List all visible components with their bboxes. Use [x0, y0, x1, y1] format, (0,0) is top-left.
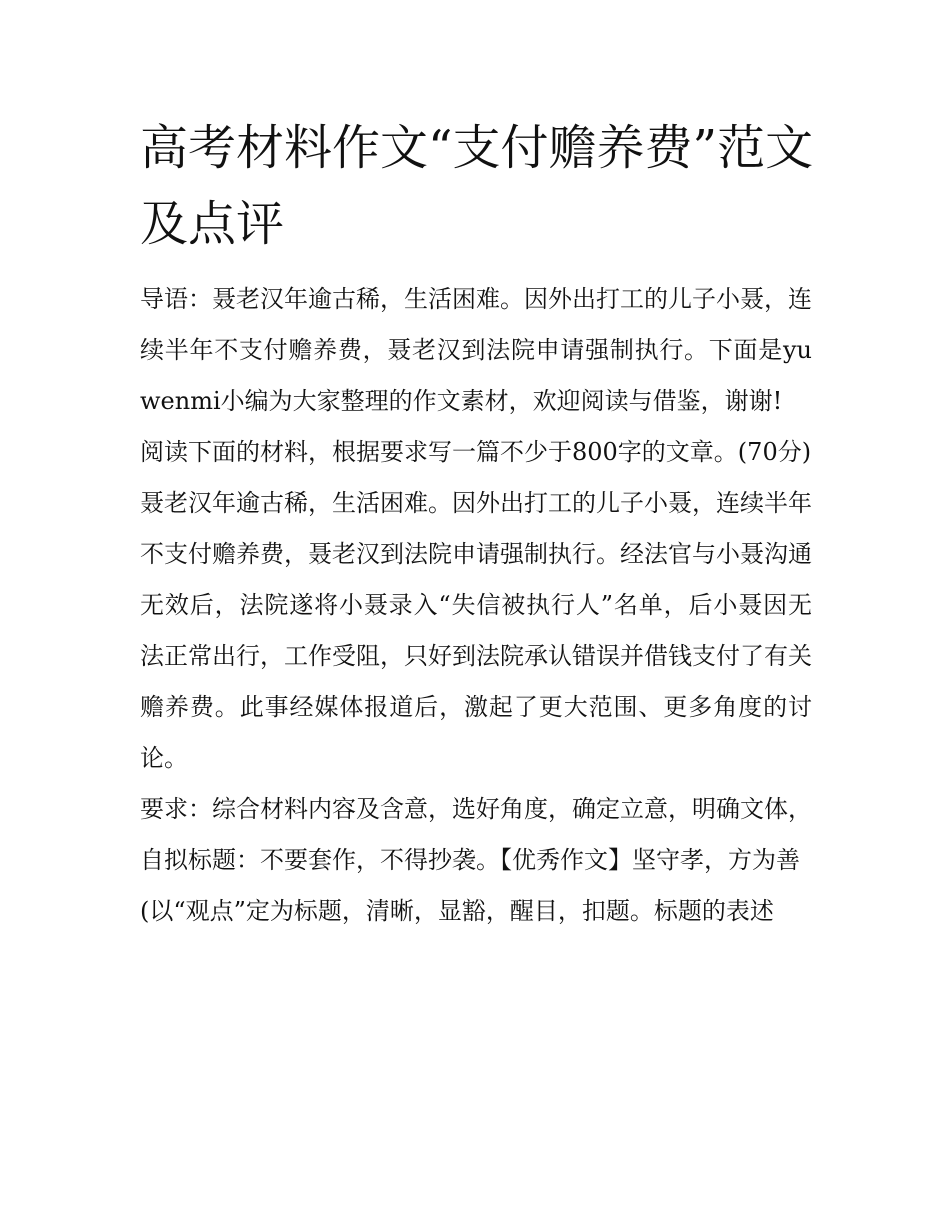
intro-paragraph: 导语：聂老汉年逾古稀，生活困难。因外出打工的儿子小聂，连续半年不支付赡养费，聂老汉到法院申请强制执行。下面是yuwenmi小编为大家整理的作文素材，欢迎阅读与借鉴，谢谢! — [140, 285, 812, 415]
document-title: 高考材料作文“支付赡养费”范文及点评 — [140, 120, 814, 252]
requirement-paragraph: 要求：综合材料内容及含意，选好角度，确定立意，明确文体，自拟标题：不要套作，不得抄袭。【优秀作文】坚守孝，方为善 — [140, 795, 812, 874]
commentary-paragraph: (以“观点”定为标题，清晰，显豁，醒目，扣题。标题的表述 — [140, 897, 774, 925]
document-body — [140, 274, 812, 937]
instruction-paragraph: 阅读下面的材料，根据要求写一篇不少于800字的文章。(70分) — [140, 438, 812, 466]
material-paragraph: 聂老汉年逾古稀，生活困难。因外出打工的儿子小聂，连续半年不支付赡养费，聂老汉到法院申请强制执行。经法官与小聂沟通无效后，法院遂将小聂录入“失信被执行人”名单，后小聂因无法正常出行，工作受阻，只好到法院承认错误并借钱支付了有关赡养费。此事经媒体报道后，激起了更大范围、更多角度的讨论。 — [140, 489, 812, 772]
